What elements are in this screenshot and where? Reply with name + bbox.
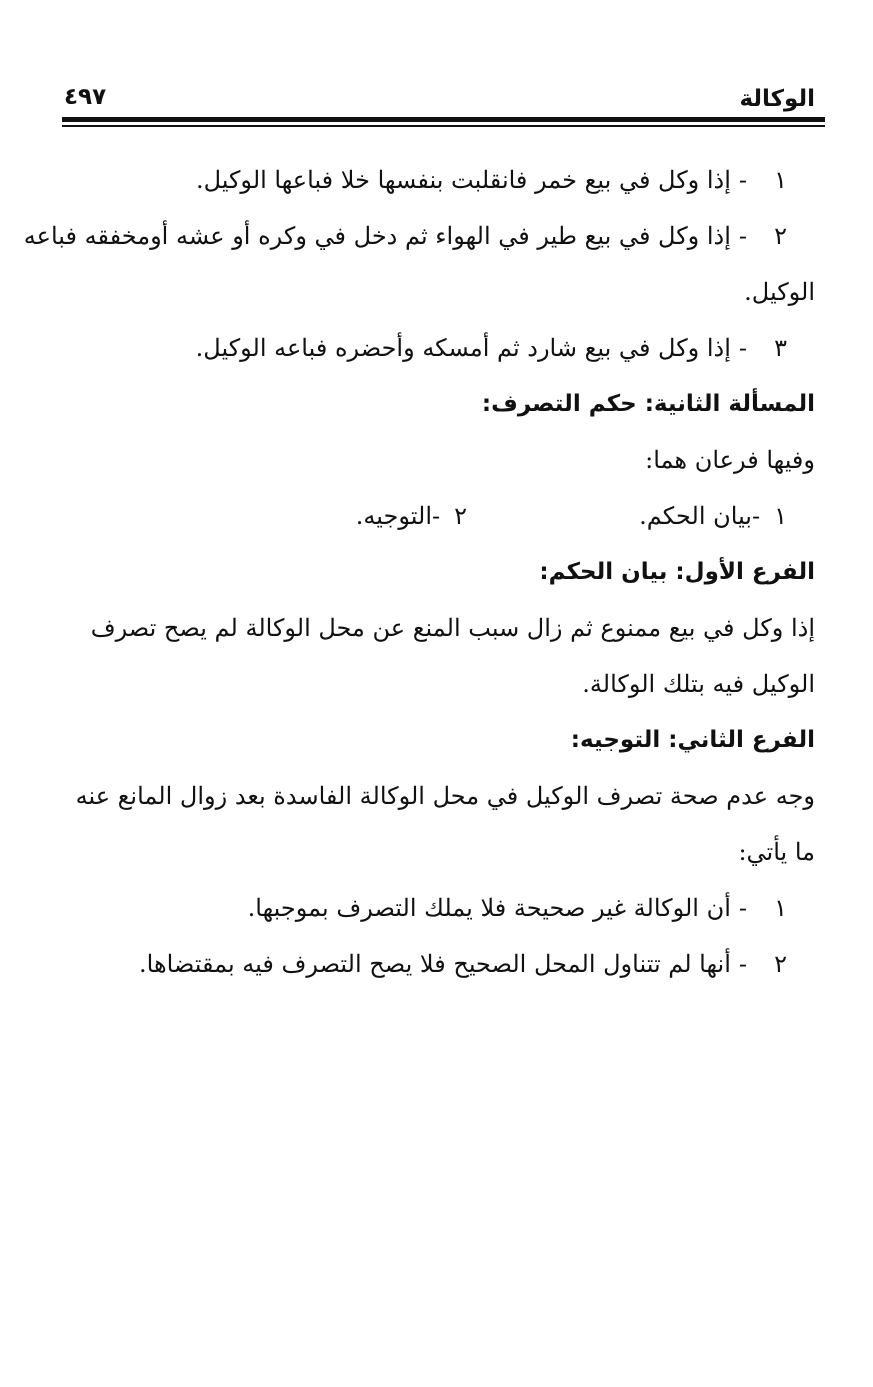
page-body [23,152,815,992]
item-text: بيان الحكم. [639,502,752,530]
paragraph-line: الوكيل فيه بتلك الوكالة. [582,670,815,698]
item-dash: - [738,166,747,194]
item-dash: - [738,950,747,978]
paragraph-line: إذا وكل في بيع ممنوع ثم زال سبب المنع عن محل الوكالة لم يصح تصرف [90,614,815,642]
item-text: أنها لم تتناول المحل الصحيح فلا يصح التصرف فيه بمقتضاها. [139,950,731,978]
paragraph-line: وجه عدم صحة تصرف الوكيل في محل الوكالة الفاسدة بعد زوال المانع عنه [75,782,815,810]
header-rule-thin [62,125,825,127]
item-number: ٢ [454,502,467,530]
list-item [23,208,815,264]
list-item [62,152,815,208]
item-continuation: الوكيل. [744,278,815,306]
list-item [356,488,467,544]
item-dash: - [752,502,761,530]
section-heading: الفرع الأول: بيان الحكم: [539,559,815,585]
item-dash: - [738,894,747,922]
item-dash: - [432,502,441,530]
running-title: الوكالة [739,86,815,112]
paragraph-line: ما يأتي: [738,838,815,866]
item-text: إذا وكل في بيع طير في الهواء ثم دخل في وكره أو عشه أومخفقه فباعه [23,222,731,250]
item-number: ١ [774,502,787,530]
section-heading: الفرع الثاني: التوجيه: [570,727,815,753]
page-number: ٤٩٧ [64,84,107,110]
header-rule-thick [62,117,825,122]
section-heading: المسألة الثانية: حكم التصرف: [481,391,815,417]
item-text: أن الوكالة غير صحيحة فلا يملك التصرف بموجبها. [247,894,731,922]
paragraph: وفيها فرعان هما: [645,446,815,474]
list-item [62,880,815,936]
branch-list [62,488,815,544]
item-text: إذا وكل في بيع خمر فانقلبت بنفسها خلا فباعها الوكيل. [195,166,731,194]
item-number: ١ [774,894,787,922]
item-text: إذا وكل في بيع شارد ثم أمسكه وأحضره فباعه الوكيل. [195,334,731,362]
list-item [62,320,815,376]
item-number: ٢ [774,222,787,250]
item-number: ٢ [774,950,787,978]
item-dash: - [738,222,747,250]
list-item [537,488,787,544]
item-number: ١ [774,166,787,194]
item-dash: - [738,334,747,362]
item-text: التوجيه. [355,502,432,530]
item-number: ٣ [774,334,787,362]
list-item [62,936,815,992]
